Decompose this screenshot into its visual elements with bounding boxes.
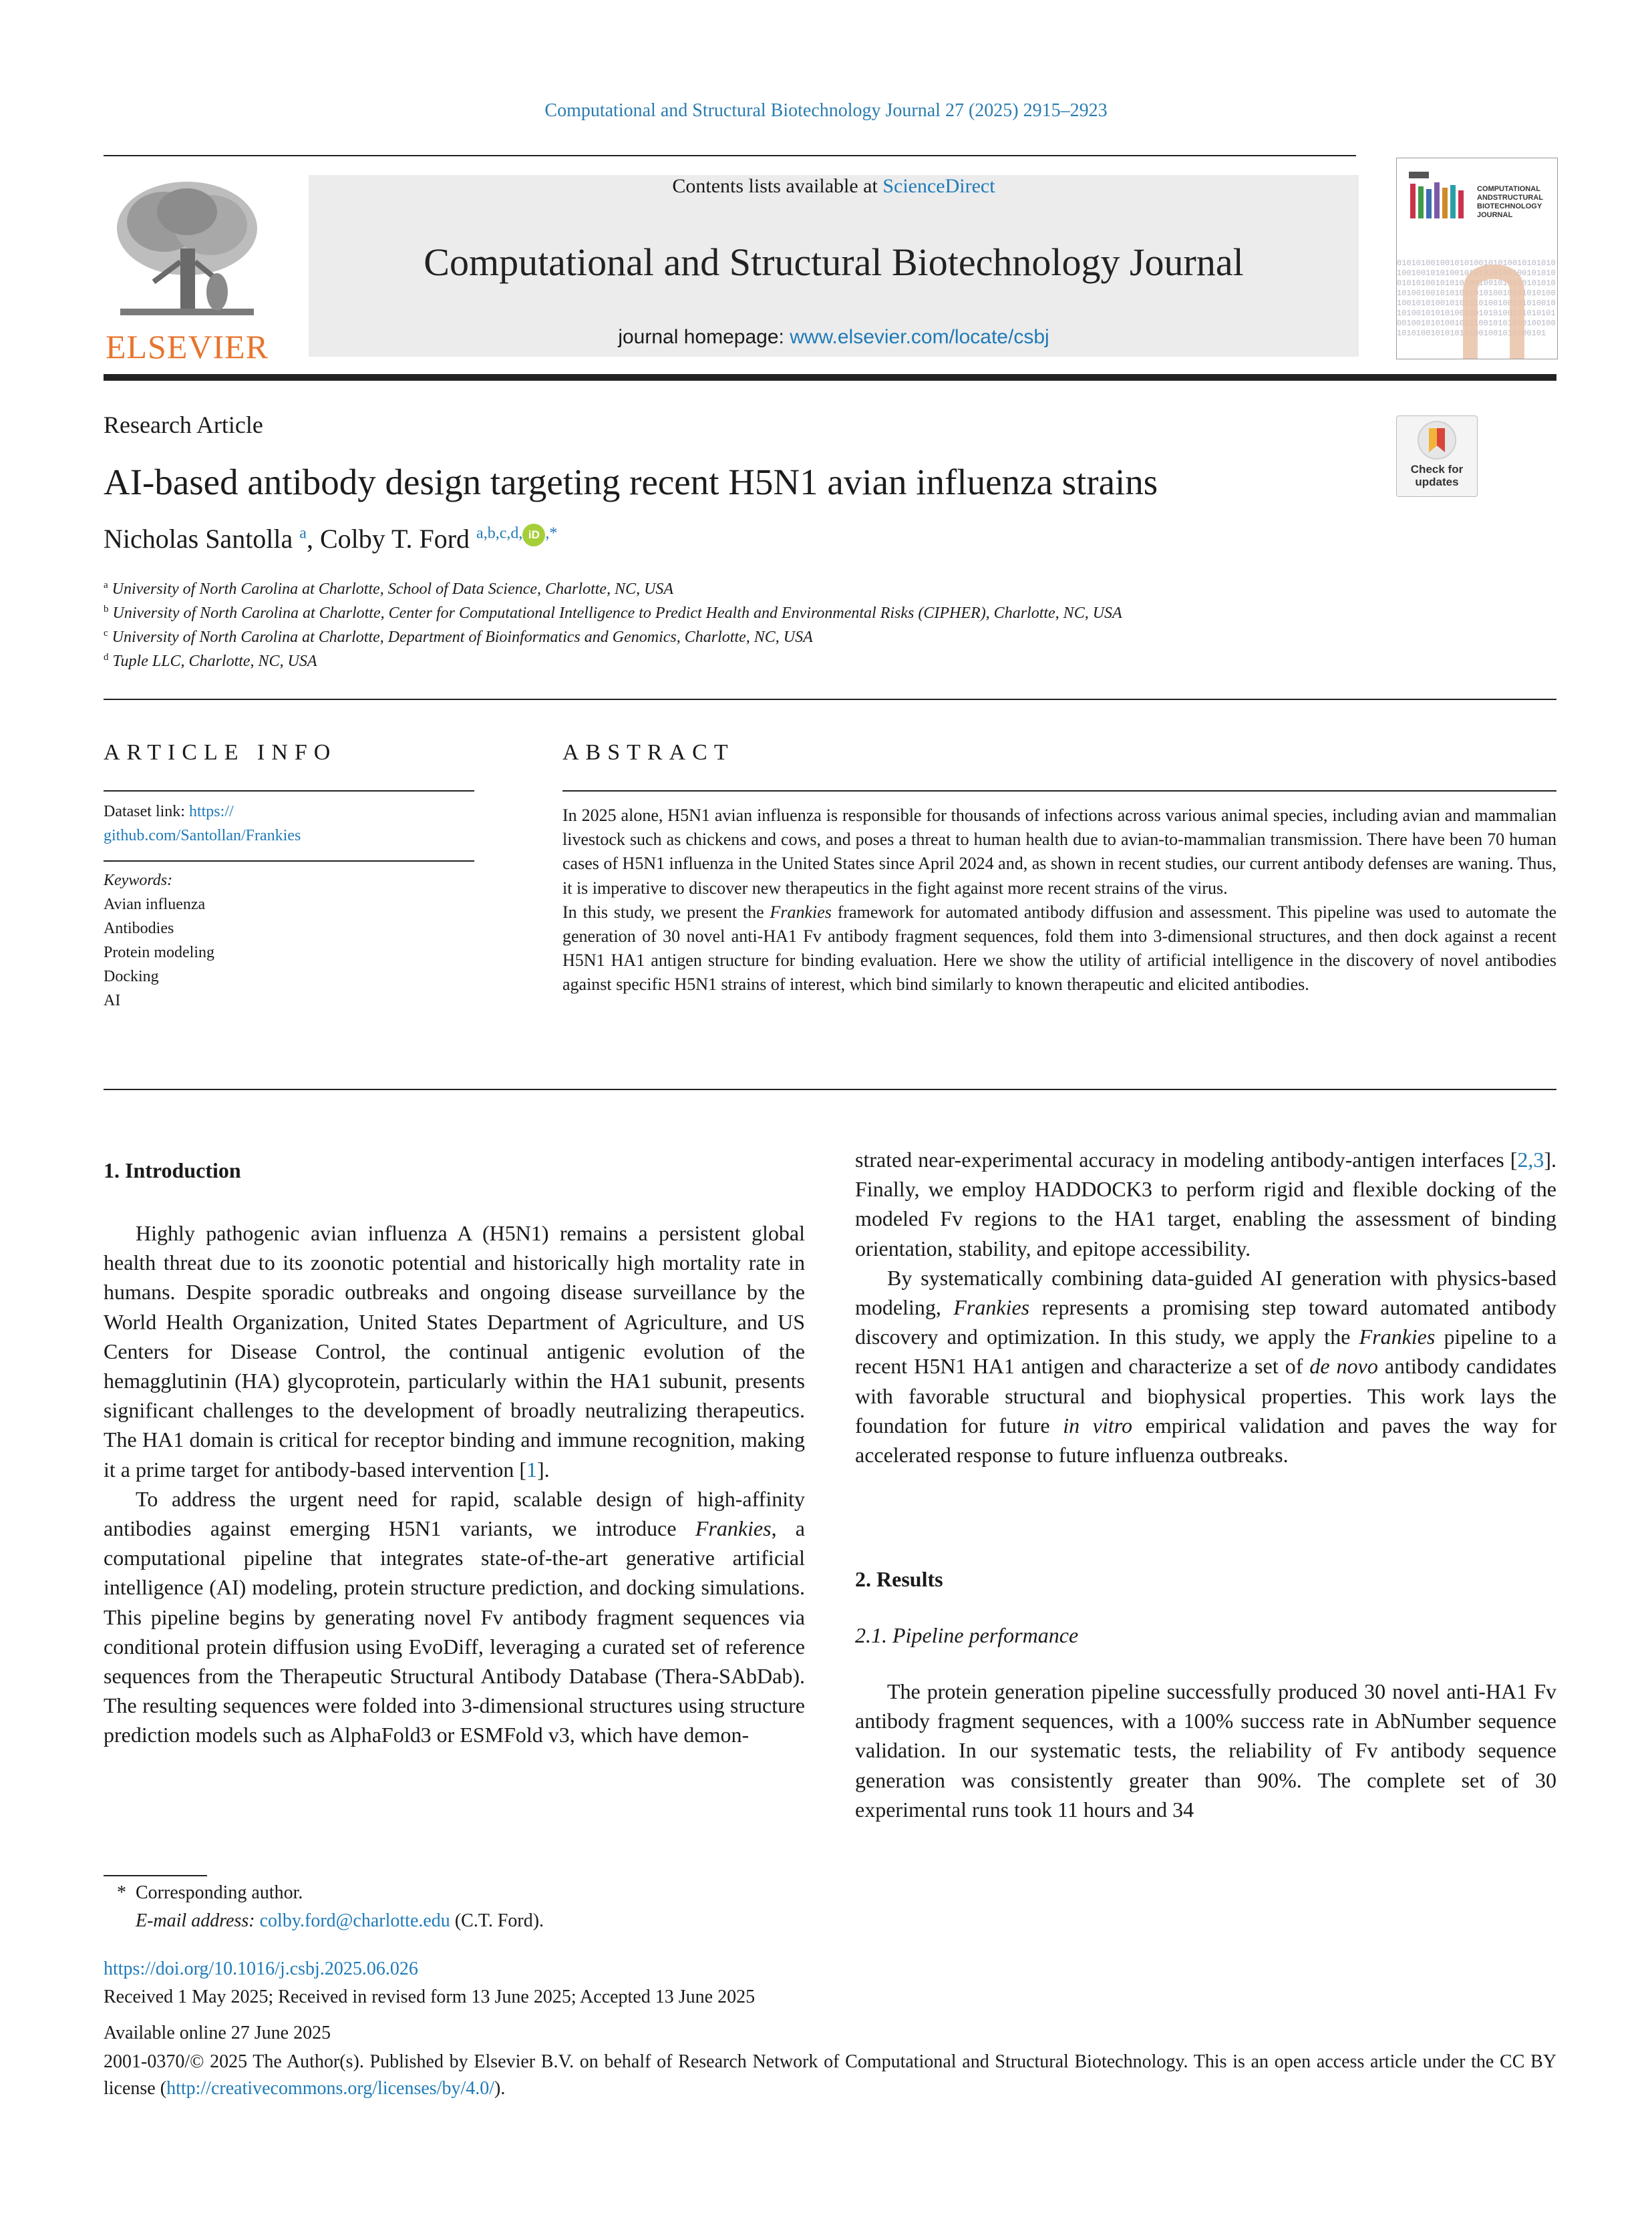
body-emphasis: in vitro (1063, 1413, 1133, 1437)
cover-title: COMPUTATIONAL ANDSTRUCTURAL BIOTECHNOLOGY JOURNAL (1477, 185, 1543, 219)
affiliation-a (104, 580, 673, 599)
footnote-text: Corresponding author. (136, 1882, 303, 1903)
affiliation-c (104, 628, 813, 647)
homepage-link[interactable]: www.elsevier.com/locate/csbj (790, 326, 1049, 348)
body-text: To address the urgent need for rapid, scalable design of high-affinity antibodies against emerging H5N1 variants, we introduce (104, 1486, 805, 1541)
doi-link[interactable]: https://doi.org/10.1016/j.csbj.2025.06.026 (104, 1958, 418, 1979)
email-note (136, 1910, 544, 1932)
journal-cover-thumbnail[interactable] (1396, 158, 1558, 359)
footnote-rule (104, 1875, 207, 1876)
results-paragraph-1: The protein generation pipeline successfully produced 30 novel anti-HA1 Fv antibody fragment sequences, with a 100% success rate in AbNumber sequence validation. In our systematic tests, the reliability of Fv antibody sequence generation was consistently greater than 90%. The complete set of 30 experimental runs took 11 hours and 34 (855, 1679, 1556, 1822)
body-text: pipeline to a recent H5N1 HA1 antigen and characterize a set of (855, 1325, 1556, 1379)
dataset-link[interactable]: github.com/Santollan/Frankies (104, 827, 301, 844)
abstract-body (562, 804, 1556, 997)
affiliation-d (104, 652, 317, 671)
abstract-paragraph: In 2025 alone, H5N1 avian influenza is responsible for thousands of infections across various animal species, including avian and mammalian livestock such as chickens and cows, and poses a threat to human health due to avian-to-mammalian transmission. There have been 70 human cases of H5N1 influenza in the United States since April 2024 and, as shown in recent studies, our current antibody defenses are waning. Thus, it is imperative to discover new therapeutics in the fight against more recent strains of the virus. (562, 806, 1556, 898)
footnote-mark: * (117, 1882, 126, 1903)
affiliation-text: University of North Carolina at Charlotte, Center for Computational Intelligence to Predict Health and Environmental Risks (CIPHER), Charlotte, NC, USA (112, 605, 1122, 622)
author-ford: , Colby T. Ford (306, 524, 470, 554)
keyword: AI (104, 992, 121, 1009)
elsevier-wordmark[interactable]: ELSEVIER (105, 328, 269, 365)
author-list (104, 523, 557, 554)
article-info-rule (104, 790, 474, 792)
body-emphasis: Frankies (1359, 1325, 1436, 1349)
license-statement (104, 2049, 1556, 2102)
body-text: represents a promising step toward automated antibody discovery and optimization. In this study, we apply the (855, 1295, 1556, 1349)
affiliation-b (104, 604, 1122, 623)
received-dates: Received 1 May 2025; Received in revised form 13 June 2025; Accepted 13 June 2025 (104, 1987, 756, 2007)
journal-name: Computational and Structural Biotechnology Journal (424, 240, 1244, 284)
citation-link[interactable]: 1 (526, 1457, 537, 1482)
available-online: Available online 27 June 2025 (104, 2023, 331, 2043)
citation-link[interactable]: 2,3 (1517, 1148, 1544, 1172)
body-text: ]. Finally, we employ HADDOCK3 to perform rigid and flexible docking of the modeled Fv regions to the HA1 target, enabling the assessment of binding orientation, stability, and epitope accessibility. (855, 1148, 1556, 1260)
abstract-emphasis: Frankies (770, 902, 832, 922)
abstract-bottom-rule (104, 1089, 1556, 1090)
bookmark-icon (1397, 416, 1477, 463)
keyword: Antibodies (104, 920, 174, 937)
body-text: By systematically combining data-guided AI generation with physics-based modeling, (855, 1265, 1556, 1320)
contents-line (309, 175, 1359, 198)
email-link[interactable]: colby.ford@charlotte.edu (259, 1910, 450, 1931)
check-updates-label: Check for updates (1410, 463, 1464, 488)
cover-arch-icon (1397, 158, 1557, 359)
author-santolla: Nicholas Santolla (104, 524, 293, 554)
running-head[interactable]: Computational and Structural Biotechnology Journal 27 (2025) 2915–2923 (544, 100, 1108, 121)
body-text: strated near-experimental accuracy in modeling antibody-antigen interfaces [ (855, 1148, 1518, 1172)
affiliation-sup: d (104, 652, 109, 663)
dataset-link[interactable]: https:// (188, 803, 234, 820)
keywords-block (104, 868, 214, 1013)
body-emphasis: de novo (1309, 1354, 1378, 1379)
body-emphasis: Frankies (695, 1516, 772, 1541)
right-column (855, 1145, 1556, 1470)
affiliation-text: University of North Carolina at Charlotte, Department of Bioinformatics and Genomics, Charlotte, NC, USA (112, 629, 813, 646)
masthead-top-rule (104, 155, 1356, 156)
dataset-link-block (104, 800, 301, 848)
license-link[interactable]: http://creativecommons.org/licenses/by/4.0/ (166, 2078, 495, 2099)
affiliation-sup: b (104, 604, 109, 615)
author-affil-sup[interactable]: a (299, 524, 307, 542)
right-paragraph-2 (855, 1263, 1556, 1470)
keywords-rule (104, 860, 474, 862)
left-column (104, 1218, 805, 1750)
masthead (309, 175, 1359, 357)
corresponding-mark[interactable]: ,* (545, 524, 558, 542)
abstract-text: In this study, we present the (562, 902, 770, 922)
corresponding-author-note (117, 1882, 303, 1904)
orcid-icon[interactable]: iD (522, 524, 545, 546)
keyword: Docking (104, 968, 159, 985)
intro-paragraph-1 (104, 1218, 805, 1484)
article-type: Research Article (104, 411, 263, 438)
keyword: Protein modeling (104, 944, 214, 961)
body-text: , a computational pipeline that integrates state-of-the-art generative artificial intelligence (AI) modeling, protein structure prediction, and docking simulations. This pipeline begins by generating novel Fv antibody fragment sequences via conditional protein diffusion using EvoDiff, leveraging a curated set of reference sequences from the Therapeutic Structural Antibody Database (Thera-SAbDab). The resulting sequences were folded into 3-dimensional structures using structure prediction models such as AlphaFold3 or ESMFold v3, which have demon- (104, 1516, 806, 1747)
keyword: Avian influenza (104, 896, 206, 913)
check-for-updates-badge[interactable] (1396, 415, 1478, 497)
homepage-prefix: journal homepage: (618, 326, 790, 348)
body-emphasis: Frankies (953, 1295, 1030, 1320)
article-info-heading: ARTICLE INFO (104, 740, 337, 765)
sciencedirect-link[interactable]: ScienceDirect (882, 175, 995, 197)
introduction-heading: 1. Introduction (104, 1158, 241, 1182)
dataset-label: Dataset link: (104, 803, 189, 820)
results-heading: 2. Results (855, 1567, 943, 1591)
abstract-heading: ABSTRACT (562, 740, 735, 765)
abstract-text: framework for automated antibody diffusion and assessment. This pipeline was used to automate the generation of 30 novel anti-HA1 Fv antibody fragment sequences, fold them into 3-dimensional structures, and then dock against a recent H5N1 HA1 antigen structure for binding evaluation. Here we show the utility of artificial intelligence in the discovery of novel antibodies against specific H5N1 strains of interest, which bind similarly to known therapeutic and elicited antibodies. (562, 902, 1556, 995)
author-affil-sup[interactable]: a,b,c,d, (476, 524, 523, 542)
affiliation-sup: c (104, 628, 108, 639)
license-text: 2001-0370/© 2025 The Author(s). Published by Elsevier B.V. on behalf of Research Network of Computational and Structural Biotechnology. This is an open access article under the CC BY license ( (104, 2051, 1556, 2099)
header-rule (104, 699, 1556, 700)
affiliation-text: University of North Carolina at Charlotte, School of Data Science, Charlotte, NC, USA (112, 580, 674, 598)
body-text: antibody candidates with favorable structural and biophysical properties. This work lays the foundation for future (855, 1354, 1557, 1437)
results-column (855, 1677, 1556, 1824)
keywords-label: Keywords: (104, 872, 173, 889)
affiliation-sup: a (104, 580, 108, 590)
right-paragraph-1 (855, 1145, 1556, 1263)
body-text: empirical validation and paves the way for accelerated response to future influenza outbreaks. (855, 1413, 1557, 1468)
article-title: AI-based antibody design targeting recent H5N1 avian influenza strains (104, 462, 1158, 502)
journal-homepage (309, 326, 1359, 349)
email-label: E-mail address: (136, 1910, 260, 1931)
abstract-paragraph (562, 900, 1556, 997)
pipeline-performance-heading: 2.1. Pipeline performance (855, 1623, 1079, 1647)
abstract-rule (562, 790, 1556, 792)
intro-paragraph-2 (104, 1484, 805, 1750)
affiliation-text: Tuple LLC, Charlotte, NC, USA (112, 653, 317, 670)
masthead-bottom-rule (104, 374, 1556, 381)
footnote-text: (C.T. Ford). (450, 1910, 544, 1931)
body-text: ]. (536, 1457, 550, 1482)
cover-binary: 0101010010010101001010100101010101001001010100101010101001001010100101010010101010010010101001010101010010010101001010100101010101001001010100101010101001001010100101010010101010010010101001010101010010010101001010100101010101001001010100101010101001001010100101 (1397, 259, 1556, 338)
contents-prefix: Contents lists available at (672, 175, 883, 197)
tree-icon (100, 175, 274, 325)
body-text: Highly pathogenic avian influenza A (H5N1) remains a persistent global health threat due to its zoonotic potential and historically high mortality rate in humans. Despite sporadic outbreaks and ongoing disease surveillance by the World Health Organization, United States Department of Agriculture, and US Centers for Disease Control, the continual antigenic evolution of the hemagglutinin (HA) glycoprotein, particularly within the HA1 subunit, presents significant challenges to the development of broadly neutralizing therapeutics. The HA1 domain is critical for receptor binding and immune recognition, making it a prime target for antibody-based intervention [ (104, 1221, 805, 1482)
license-text: ). (494, 2078, 506, 2099)
